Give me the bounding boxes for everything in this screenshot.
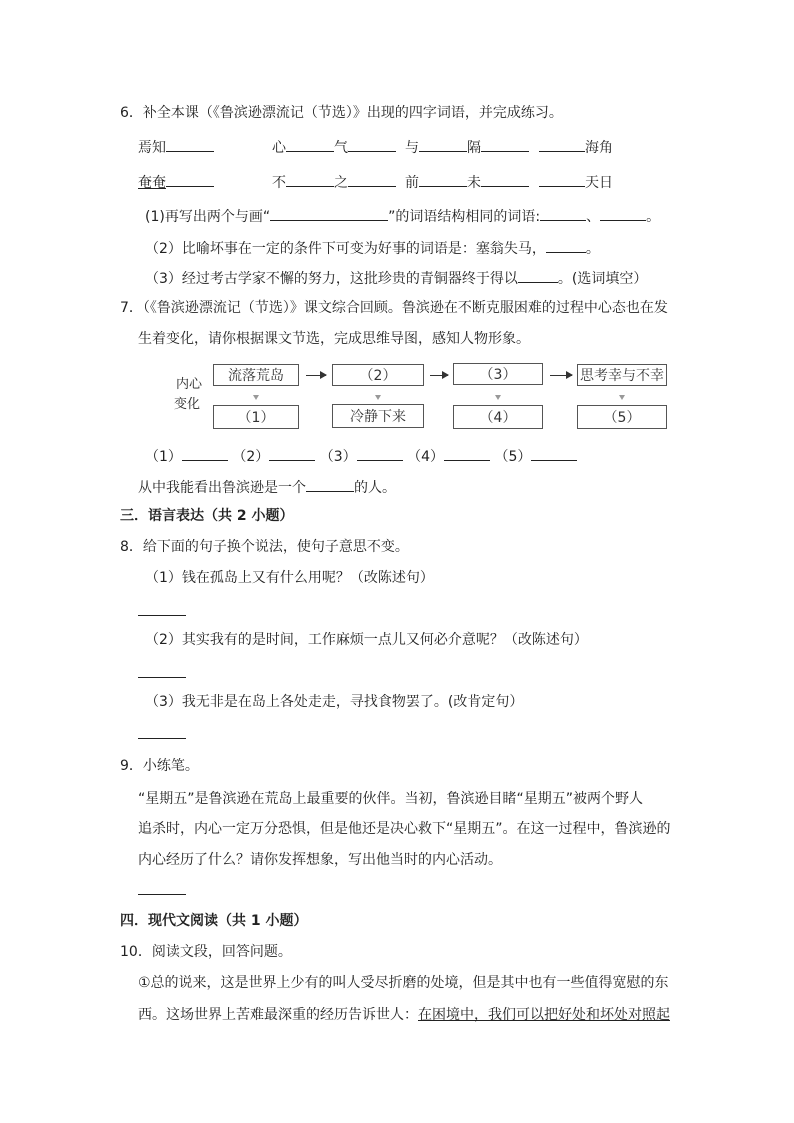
answer-blank-1[interactable] — [182, 446, 228, 461]
blank[interactable] — [166, 172, 214, 187]
blank[interactable] — [419, 172, 467, 187]
blank[interactable] — [270, 206, 388, 221]
q7-summary: 从中我能看出鲁滨逊是一个 的人。 — [138, 477, 396, 497]
mindmap-top-box-2[interactable]: （2） — [332, 364, 424, 386]
q8-sub3: （3）我无非是在岛上各处走走，寻找食物罢了。(改肯定句） — [145, 694, 524, 710]
blank[interactable] — [539, 172, 585, 187]
answer-blank-3[interactable] — [357, 446, 403, 461]
q8-answer-line-3[interactable] — [138, 738, 186, 739]
blank[interactable] — [600, 206, 646, 221]
q9-line1: “星期五”是鲁滨逊在荒岛上最重要的伙伴。当初，鲁滨逊目睹“星期五”被两个野人 — [138, 791, 644, 807]
blank[interactable] — [539, 137, 585, 152]
mindmap-arrow-right — [430, 375, 448, 376]
mindmap-label-line1: 内心 — [176, 377, 203, 392]
blank[interactable] — [348, 172, 396, 187]
q9-line2: 追杀时，内心一定万分恐惧，但是他还是决心救下“星期五”。在这一过程中，鲁滨逊的 — [138, 821, 671, 837]
mindmap-top-box-4: 思考幸与不幸 — [577, 364, 667, 386]
q10-stem: 10．阅读文段，回答问题。 — [120, 944, 292, 960]
blank[interactable] — [481, 137, 529, 152]
q6-sub1: (1)再写出两个与画“ ”的词语结构相同的词语: 、 。 — [145, 206, 660, 226]
q10-paragraph-line2: 西。这场世界上苦难最深重的经历告诉世人：在困境中，我们可以把好处和坏处对照起 — [138, 1007, 670, 1023]
mindmap-arrow-down — [495, 395, 501, 400]
q9-stem: 9．小练笔。 — [120, 758, 199, 774]
blank[interactable] — [540, 206, 586, 221]
q6-sub2: （2）比喻坏事在一定的条件下可变为好事的词语是：塞翁失马， 。 — [145, 238, 600, 258]
q8-sub1: （1）钱在孤岛上又有什么用呢？（改陈述句） — [145, 570, 434, 586]
q7-stem-line1: 7．（《鲁滨逊漂流记（节选）》课文综合回顾。鲁滨逊在不断克服困难的过程中心态也在发 — [120, 300, 668, 316]
q6-stem: 6．补全本课（《鲁滨逊漂流记（节选）》出现的四字词语，并完成练习。 — [120, 105, 563, 121]
q6-row2-word-a: 奄奄 — [138, 172, 214, 192]
q9-answer-line[interactable] — [138, 894, 186, 895]
mindmap-arrow-down — [375, 395, 381, 400]
mindmap-bottom-box-2: 冷静下来 — [332, 404, 424, 428]
q6-row2-word-c: 前 未 — [405, 172, 529, 192]
mindmap-top-box-1: 流落荒岛 — [213, 364, 299, 386]
blank[interactable] — [286, 137, 334, 152]
blank[interactable] — [419, 137, 467, 152]
q7-answer-row: （1） （2） （3） （4） （5） — [145, 446, 577, 466]
mindmap-bottom-box-1[interactable]: （1） — [213, 405, 299, 429]
q8-answer-line-2[interactable] — [138, 677, 186, 678]
mindmap-arrow-down — [619, 395, 625, 400]
blank[interactable] — [348, 137, 396, 152]
mindmap-arrow-down — [253, 395, 259, 400]
answer-blank-2[interactable] — [269, 446, 315, 461]
q6-row2-word-d: 天日 — [539, 172, 613, 192]
q8-stem: 8．给下面的句子换个说法，使句子意思不变。 — [120, 539, 409, 555]
mindmap-arrow-right — [306, 375, 326, 376]
q6-sub3: （3）经过考古学家不懈的努力，这批珍贵的青铜器终于得以 。(选词填空） — [145, 268, 647, 288]
q6-row1-word-b: 心 气 — [272, 137, 396, 157]
q9-line3: 内心经历了什么？请你发挥想象，写出他当时的内心活动。 — [138, 852, 502, 868]
mindmap-bottom-box-4[interactable]: （5） — [577, 405, 667, 429]
mindmap-arrow-right — [550, 375, 572, 376]
q6-row1-word-d: 海角 — [539, 137, 613, 157]
mindmap-top-box-3[interactable]: （3） — [453, 363, 543, 385]
blank[interactable] — [546, 238, 586, 253]
mindmap-bottom-box-3[interactable]: （4） — [453, 405, 543, 429]
q8-sub2: （2）其实我有的是时间，工作麻烦一点儿又何必介意呢？（改陈述句） — [145, 632, 588, 648]
q6-row1-word-c: 与 隔 — [405, 137, 529, 157]
section-4-heading: 四．现代文阅读（共 1 小题） — [120, 913, 308, 929]
blank[interactable] — [518, 268, 558, 283]
mindmap-label-line2: 变化 — [174, 397, 201, 412]
q10-paragraph-line1: ①总的说来，这是世界上少有的叫人受尽折磨的处境，但是其中也有一些值得宽慰的东 — [138, 975, 669, 991]
blank[interactable] — [481, 172, 529, 187]
q7-stem-line2: 生着变化，请你根据课文节选，完成思维导图，感知人物形象。 — [138, 331, 530, 347]
q6-row2-word-b: 不 之 — [272, 172, 396, 192]
blank[interactable] — [306, 477, 354, 492]
answer-blank-4[interactable] — [444, 446, 490, 461]
q8-answer-line-1[interactable] — [138, 615, 186, 616]
section-3-heading: 三．语言表达（共 2 小题） — [120, 508, 294, 524]
blank[interactable] — [166, 137, 214, 152]
blank[interactable] — [286, 172, 334, 187]
q6-row1-word-a: 焉知 — [138, 137, 214, 157]
answer-blank-5[interactable] — [531, 446, 577, 461]
